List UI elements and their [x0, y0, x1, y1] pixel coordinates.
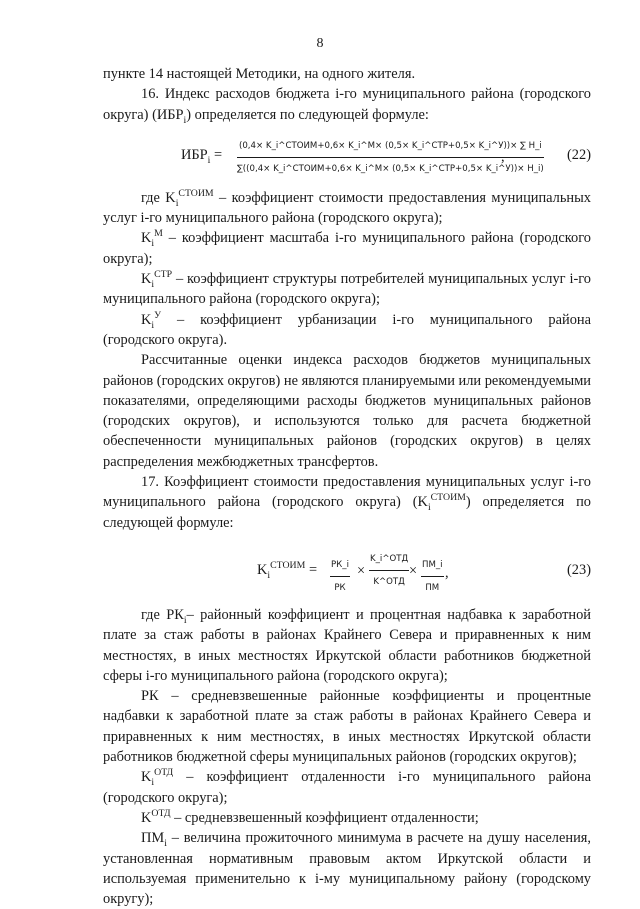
document-body — [103, 64, 591, 909]
formula-23-fraction-otd: K_i^ОТД K^ОТД — [369, 549, 409, 593]
formula-23-number: (23) — [567, 561, 591, 578]
formula-22-fraction — [237, 136, 544, 180]
formula-22-lhs: $ИБР_i$ = — [181, 146, 223, 166]
item-17-paragraph: 17. Коэффициент стоимости предоставления муниципальных услуг i-го муниципального района (городского округа) $(K_i^{СТОИМ})$ определяется по следующей формуле: — [103, 474, 591, 531]
formula-23-fraction-rk: РК_i РК — [330, 555, 350, 599]
intro-paragraph: пункте 14 настоящей Методики, на одного жителя. — [103, 66, 416, 82]
definition-23-3: $K_i^{ОТД}$ – коэффициент отдаленности i-го муниципального района (городского округа); — [103, 767, 591, 806]
formula-23-definitions — [103, 605, 591, 909]
formula-22-numerator: (0,4× K_i^СТОИМ+0,6× K_i^M× (0,5× K_i^СТР+0,5× K_i^У))× ∑ H_i — [237, 136, 544, 158]
formula-22-definitions — [103, 188, 591, 350]
definition-22-4: $K_i^У$ – коэффициент урбанизации i-го муниципального района (городского округа). — [103, 309, 591, 348]
formula-23-lhs: $K_i^{СТОИМ}$ = — [257, 560, 318, 581]
definition-22-2: $K_i^M$ – коэффициент масштаба i-го муниципального района (городского округа); — [103, 228, 591, 267]
definition-23-1: где $РК_i-$ районный коэффициент и процентная надбавка к заработной плате за стаж работы в районах Крайнего Севера и приравненных к ним местностях, в иных местностях Иркутской области работников бюджетной сферы i-го муниципального района (городского округа); — [103, 606, 591, 684]
page-number: 8 — [316, 36, 324, 51]
item-16-text: 16. Индекс расходов бюджета i-го муниципального района (городского округа) (ИБР — [103, 86, 591, 123]
definition-23-2: РК – средневзвешенные районные коэффициенты и процентные надбавки к заработной плате за стаж работы в районах Крайнего Севера и приравненных к ним местностях, в иных местностях Иркутской области работников бюджетной сферы муниципальных районов (городских округов); — [103, 688, 591, 766]
formula-22-number: (22) — [567, 146, 591, 163]
formula-23: $K_i^{СТОИМ}$ = РК_i РК × K_i^ОТД K^ОТД × ПМ_i ПМ , (23) — [103, 543, 591, 599]
note-paragraph: Рассчитанные оценки индекса расходов бюджетов муниципальных районов (городских округов) не являются планируемыми или рекомендуемыми показателями, определяющими расходы бюджетов муниципальных районов (городских округов), и используются только для расчета бюджетной обеспеченности муниципальных районов (городских округов) в целях распределения межбюджетных трансфертов. — [103, 352, 591, 470]
definition-22-1: где $K_i^{СТОИМ}$ – коэффициент стоимости предоставления муниципальных услуг i-го муниципального района (городского округа); — [103, 188, 591, 227]
formula-22-denominator: ∑((0,4× K_i^СТОИМ+0,6× K_i^M× (0,5× K_i^СТР+0,5× K_i^У))× H_i) — [237, 164, 544, 175]
definition-23-4: $K^{ОТД}$ – средневзвешенный коэффициент отдаленности; — [141, 808, 479, 826]
item-16-paragraph: 16. Индекс расходов бюджета i-го муниципального района (городского округа) $(ИБР_i)$ определяется по следующей формуле: — [103, 86, 591, 126]
formula-22 — [103, 130, 591, 182]
definition-23-5: $ПМ_i$ – величина прожиточного минимума в расчете на душу населения, установленная нормативным правовым актом Иркутской области и используемая применительно к i-му муниципальному району (городскому округу); — [103, 830, 591, 908]
formula-22-comma: , — [501, 148, 505, 165]
formula-23-fraction-pm: ПМ_i ПМ — [421, 555, 444, 599]
definition-22-3: $K_i^{СТР}$ – коэффициент структуры потребителей муниципальных услуг i-го муниципального района (городского округа); — [103, 269, 591, 308]
